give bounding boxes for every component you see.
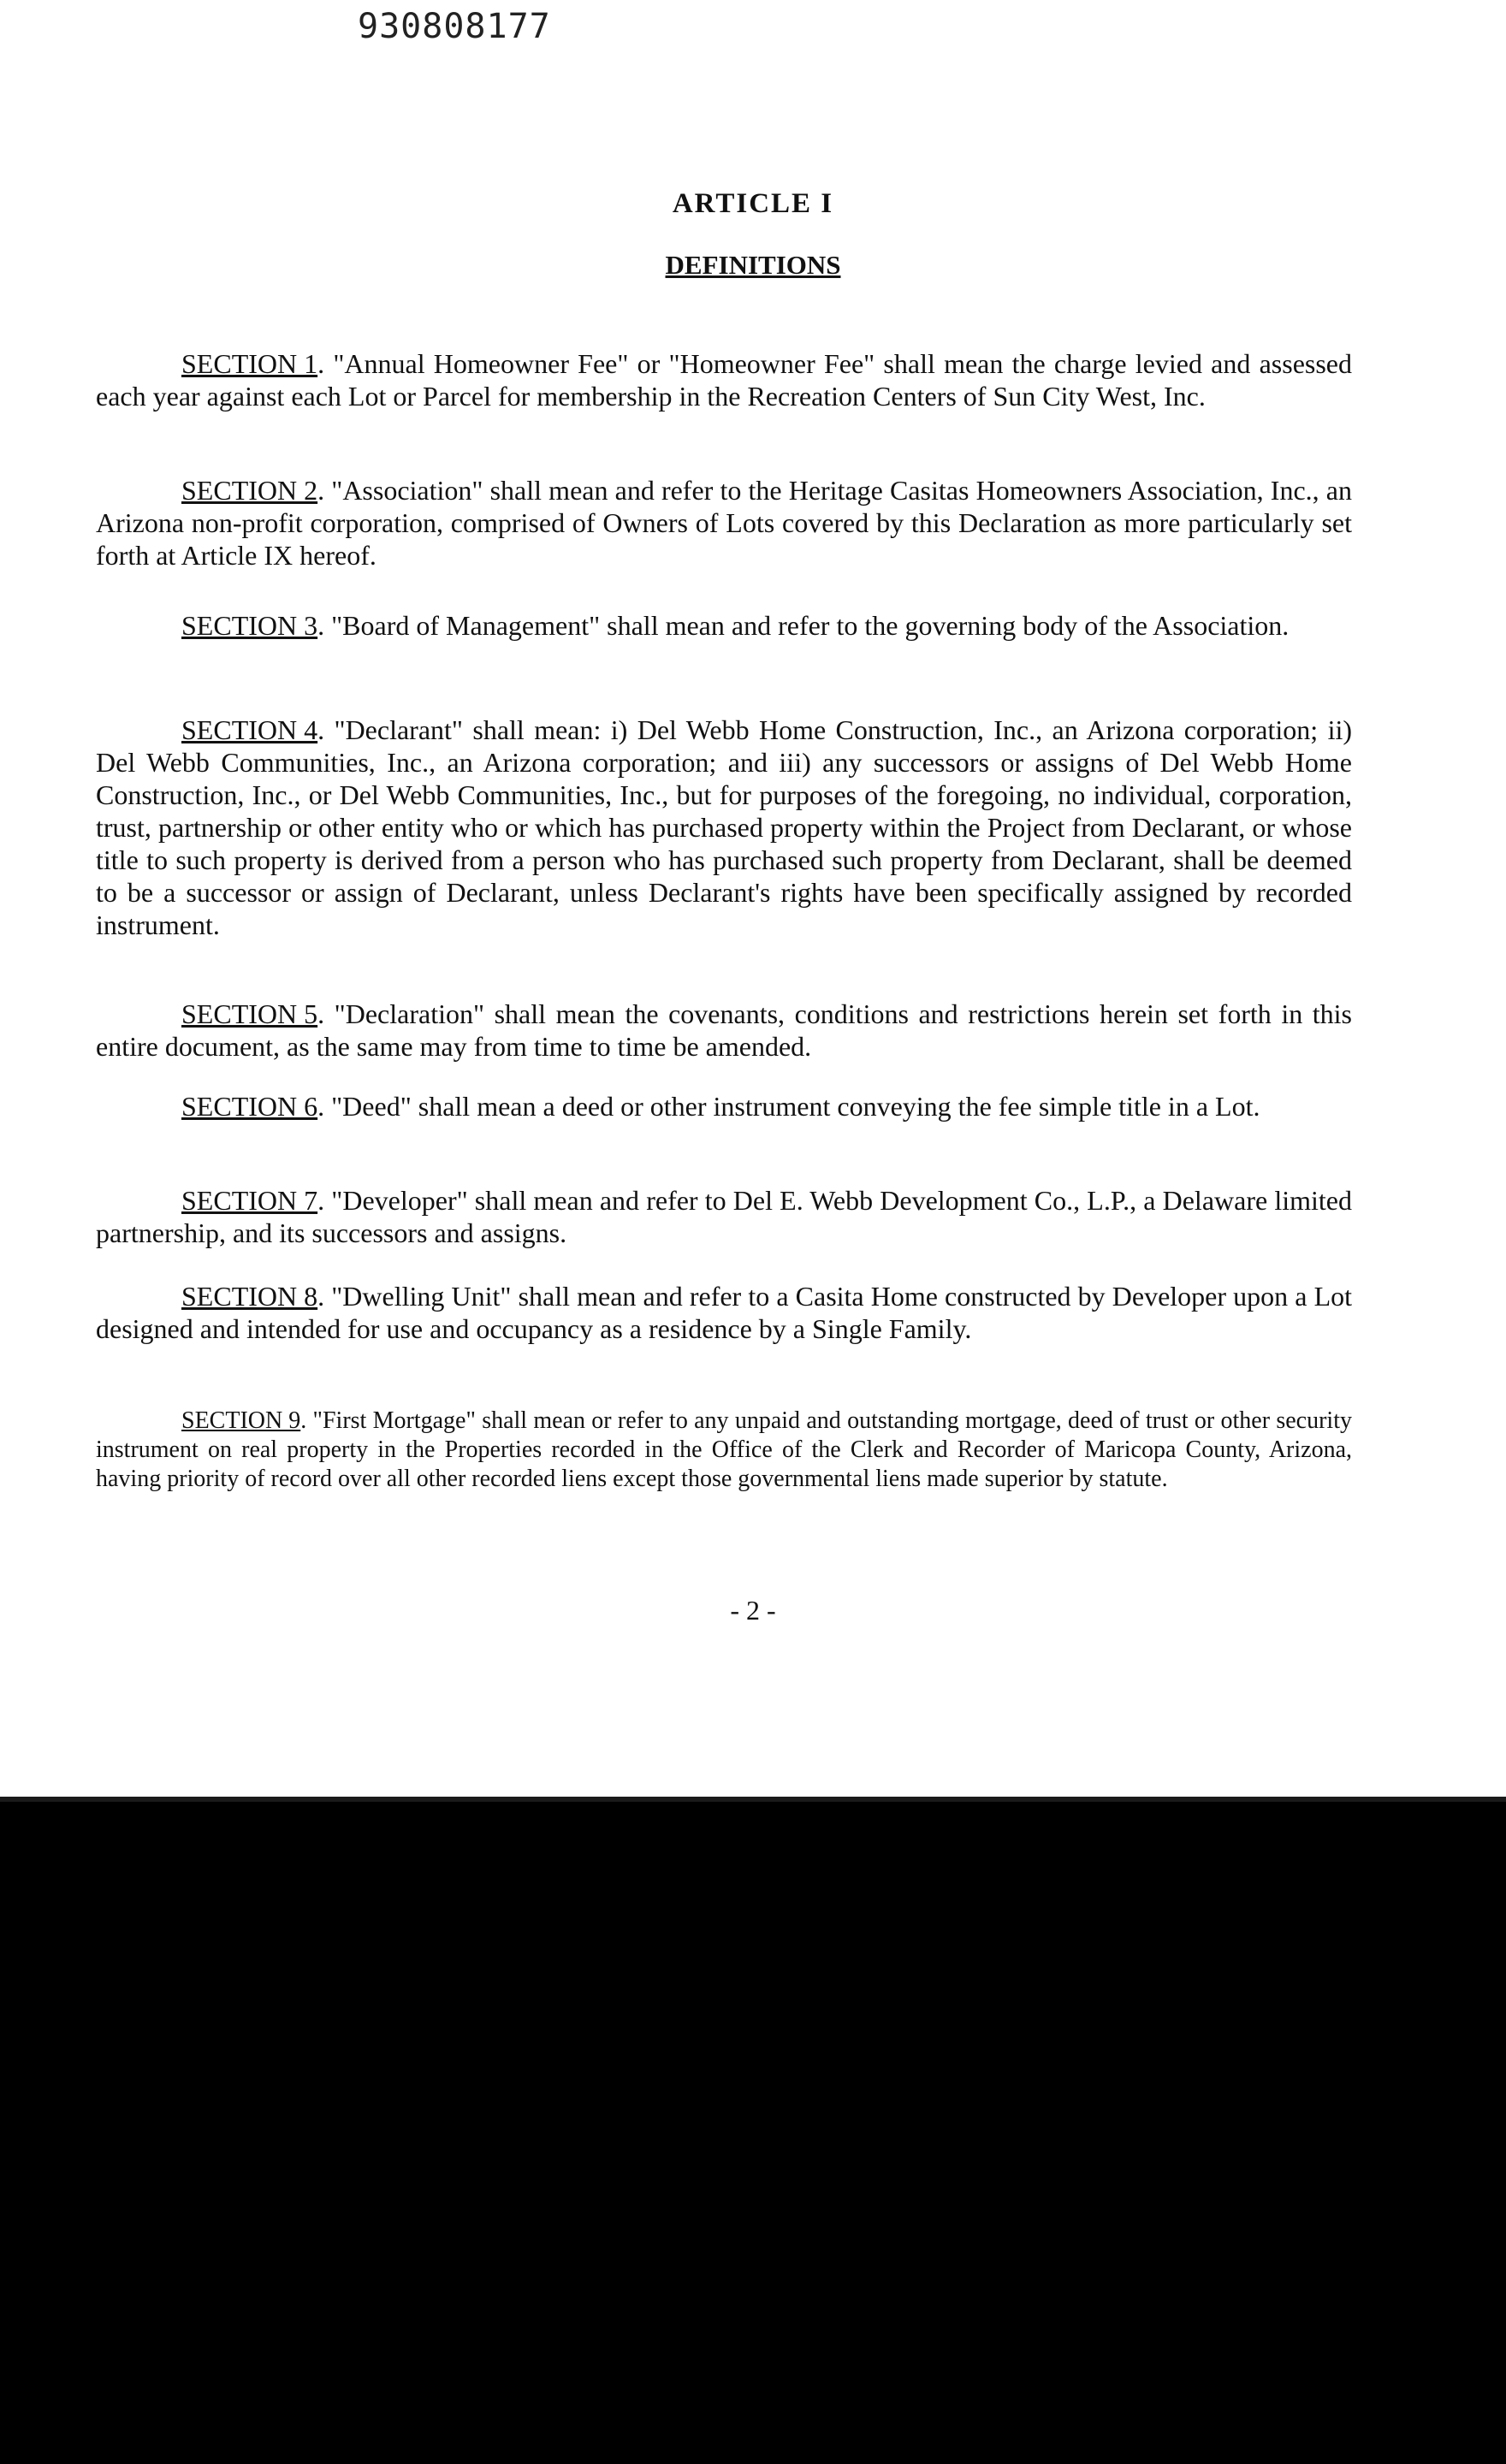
article-subtitle: DEFINITIONS (665, 250, 841, 280)
section-8: SECTION 8. "Dwelling Unit" shall mean and refer to a Casita Home constructed by Developer upon a Lot designed and intended for use and occupancy as a residence by a Single Family. (96, 1281, 1353, 1344)
section-5-label: SECTION 5 (181, 998, 318, 1029)
scan-black-band (0, 1802, 1506, 2464)
document-id: 930808177 (358, 7, 551, 46)
section-9-text: "First Mortgage" shall mean or refer to any unpaid and outstanding mortgage, deed of trust or other security instrument on real property in the Properties recorded in the Office of the Clerk and Recorder of Maricopa County, Arizona, having priority of record over all other recorded liens except those governmental liens made superior by statute. (96, 1407, 1352, 1492)
section-2-label: SECTION 2 (181, 475, 318, 506)
section-6-label: SECTION 6 (181, 1091, 318, 1122)
section-1: SECTION 1. "Annual Homeowner Fee" or "Homeowner Fee" shall mean the charge levied and assessed each year against each Lot or Parcel for membership in the Recreation Centers of Sun City West, Inc. (96, 348, 1353, 412)
section-9: SECTION 9. "First Mortgage" shall mean or refer to any unpaid and outstanding mortgage, deed of trust or other security instrument on real property in the Properties recorded in the Office of the Clerk and Recorder of Maricopa County, Arizona, having priority of record over all other recorded liens except those governmental liens made superior by statute. (96, 1407, 1352, 1492)
section-9-label: SECTION 9 (181, 1407, 301, 1434)
section-8-text: "Dwelling Unit" shall mean and refer to a Casita Home constructed by Developer upon a Lot designed and intended for use and occupancy as a residence by a Single Family. (96, 1281, 1353, 1344)
article-title: ARTICLE I (672, 188, 834, 219)
section-4: SECTION 4. "Declarant" shall mean: i) Del Webb Home Construction, Inc., an Arizona corporation; ii) Del Webb Communities, Inc., an Arizona corporation; and iii) any successors or assigns of Del Webb Home Construction, Inc., or Del Webb Communities, Inc., but for purposes of the foregoing, no individual, corporation, trust, partnership or other entity who or which has purchased property within the Project from Declarant, or whose title to such property is derived from a person who has purchased such property from Declarant, shall be deemed to be a successor or assign of Declarant, unless Declarant's rights have been specifically assigned by recorded instrument. (96, 714, 1353, 940)
section-1-text: "Annual Homeowner Fee" or "Homeowner Fee" shall mean the charge levied and assessed each year against each Lot or Parcel for membership in the Recreation Centers of Sun City West, Inc. (96, 348, 1353, 412)
section-5-text: "Declaration" shall mean the covenants, conditions and restrictions herein set forth in this entire document, as the same may from time to time be amended. (96, 998, 1353, 1062)
section-8-label: SECTION 8 (181, 1281, 318, 1312)
section-7: SECTION 7. "Developer" shall mean and refer to Del E. Webb Development Co., L.P., a Delaware limited partnership, and its successors and assigns. (96, 1185, 1353, 1248)
section-2: SECTION 2. "Association" shall mean and refer to the Heritage Casitas Homeowners Association, Inc., an Arizona non-profit corporation, comprised of Owners of Lots covered by this Declaration as more particularly set forth at Article IX hereof. (96, 475, 1353, 571)
section-2-text: "Association" shall mean and refer to the Heritage Casitas Homeowners Association, Inc., an Arizona non-profit corporation, comprised of Owners of Lots covered by this Declaration as more particularly set forth at Article IX hereof. (96, 475, 1353, 571)
section-6-text: "Deed" shall mean a deed or other instrument conveying the fee simple title in a Lot. (331, 1091, 1260, 1122)
section-4-text: "Declarant" shall mean: i) Del Webb Home Construction, Inc., an Arizona corporation; ii) Del Webb Communities, Inc., an Arizona corporation; and iii) any successors or assigns of Del Webb Home Construction, Inc., or Del Webb Communities, Inc., but for purposes of the foregoing, no individual, corporation, trust, partnership or other entity who or which has purchased property within the Project from Declarant, or whose title to such property is derived from a person who has purchased such property from Declarant, shall be deemed to be a successor or assign of Declarant, unless Declarant's rights have been specifically assigned by recorded instrument. (96, 714, 1353, 940)
section-5: SECTION 5. "Declaration" shall mean the covenants, conditions and restrictions herein set forth in this entire document, as the same may from time to time be amended. (96, 998, 1353, 1062)
section-3-text: "Board of Management" shall mean and refer to the governing body of the Association. (331, 610, 1290, 641)
section-3-label: SECTION 3 (181, 610, 318, 641)
section-7-text: "Developer" shall mean and refer to Del E. Webb Development Co., L.P., a Delaware limited partnership, and its successors and assigns. (96, 1185, 1353, 1248)
section-4-label: SECTION 4 (181, 714, 318, 745)
section-6: SECTION 6. "Deed" shall mean a deed or other instrument conveying the fee simple title in a Lot. (181, 1091, 1260, 1122)
section-3: SECTION 3. "Board of Management" shall mean and refer to the governing body of the Association. (181, 610, 1290, 641)
section-1-label: SECTION 1 (181, 348, 318, 379)
section-7-label: SECTION 7 (181, 1185, 318, 1216)
page-number: - 2 - (730, 1595, 776, 1626)
